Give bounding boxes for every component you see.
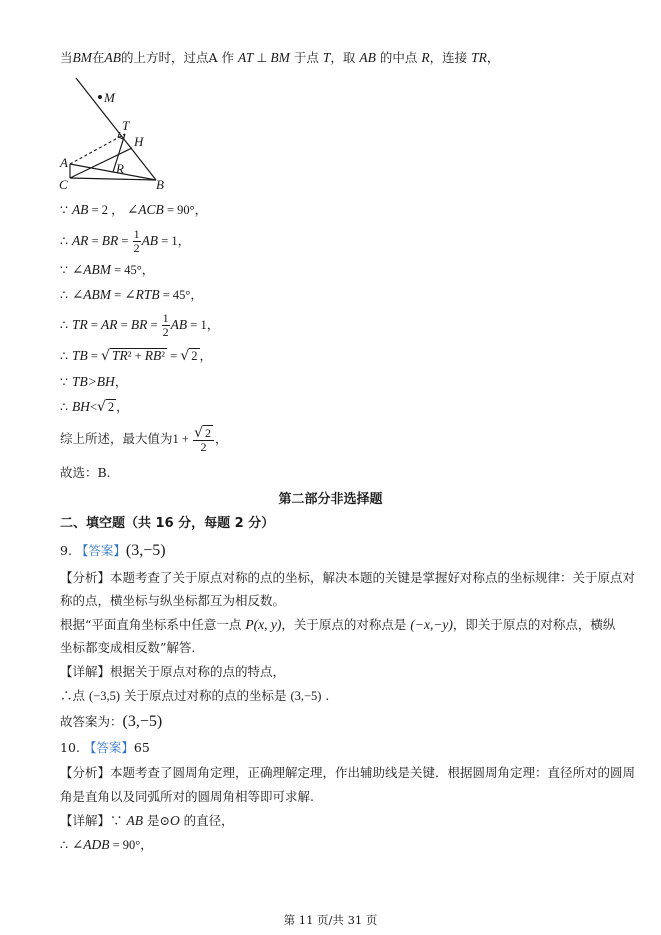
math: TR	[71, 317, 88, 332]
line-8	[60, 372, 601, 392]
math: =	[88, 234, 102, 248]
math: AB	[71, 202, 89, 217]
q9-basis-2: 坐标都变成相反数”解答.	[60, 640, 196, 655]
fraction-sqrt2-over-2	[193, 425, 214, 454]
therefore-symbol: ∴	[60, 348, 72, 363]
math: (−x,−y)	[410, 617, 453, 632]
therefore-symbol: ∴	[60, 399, 72, 414]
q10-answer-line	[60, 738, 601, 758]
page-footer: 第 11 页/共 31 页	[283, 913, 378, 927]
radicand: 2	[107, 400, 115, 414]
radicand	[110, 348, 167, 363]
math: = 45°，	[111, 263, 155, 277]
section-subtitle: 二、填空题（共 16 分，每题 2 分）	[60, 516, 275, 531]
answer-value: 65	[133, 740, 150, 755]
math: AT	[238, 50, 254, 65]
label-r: R	[116, 161, 124, 176]
text: 关于原点过对称的点的坐标是	[119, 688, 291, 703]
math: P(x, y)	[245, 617, 282, 632]
text: 故答案为：	[60, 714, 123, 729]
math: R	[421, 50, 430, 65]
math: =	[118, 234, 132, 248]
label-m: M	[104, 90, 115, 105]
math: BM	[72, 50, 93, 65]
math: ² +	[127, 349, 145, 363]
math: ∠ABM	[71, 287, 111, 302]
math: AR	[71, 233, 89, 248]
label-t: T	[122, 118, 130, 133]
therefore-symbol: ∴	[60, 233, 72, 248]
denominator: 2	[200, 440, 207, 454]
text: 的上方时，过点A 作	[121, 50, 239, 65]
line-1	[60, 48, 601, 68]
math: ∠ACB	[123, 202, 164, 217]
label-c: C	[59, 177, 68, 192]
sqrt-symbol: √	[101, 348, 110, 364]
math: =	[147, 318, 161, 332]
fraction-half	[133, 228, 141, 255]
text: ∴点	[60, 688, 89, 703]
answer-tag: 【答案】	[75, 543, 126, 558]
numerator	[193, 425, 214, 441]
q9-answer-line	[60, 541, 601, 561]
math: O	[169, 813, 180, 828]
line-11	[60, 463, 601, 483]
label-h: H	[134, 134, 144, 149]
text: ，关于原点的对称点是	[281, 617, 411, 632]
radicand: 2	[191, 349, 198, 363]
sqrt-symbol: √	[180, 348, 190, 364]
math: BM	[270, 50, 290, 65]
line-6	[60, 310, 601, 340]
answer-tag: 【答案】	[83, 740, 134, 755]
text: 综上所述，最大值为	[60, 431, 173, 446]
q9-analysis-2: 称的点，横坐标与纵坐标都互为相反数。	[60, 593, 286, 608]
therefore-symbol: ∴	[60, 317, 72, 332]
line-5	[60, 285, 601, 305]
math: T	[322, 50, 331, 65]
because-symbol: ∵	[60, 374, 72, 389]
q9-step	[60, 686, 601, 706]
text: ，取	[330, 50, 360, 65]
denominator: 2	[133, 241, 140, 255]
math: RB	[144, 348, 162, 363]
question-number: 10.	[60, 740, 84, 755]
math: AB	[141, 233, 159, 248]
point-m	[98, 95, 102, 99]
text: ，	[486, 50, 500, 65]
line-9	[60, 397, 601, 417]
math: (3,−5)	[290, 689, 322, 703]
text: 于点	[289, 50, 323, 65]
math: TB>BH	[71, 374, 115, 389]
line-cb	[70, 178, 156, 180]
math: BR	[101, 233, 119, 248]
math: = 2 ，	[88, 203, 124, 217]
line-3	[60, 226, 601, 256]
answer-value: (3,−5)	[122, 713, 163, 730]
text: ，	[199, 348, 213, 363]
text: 的直径，	[179, 813, 234, 828]
math: = 90°，	[163, 203, 208, 217]
math: =	[111, 288, 125, 302]
math: ∠RTB	[124, 287, 160, 302]
numerator: 1	[133, 227, 140, 241]
because-symbol: ∵	[60, 262, 72, 277]
denominator: 2	[162, 325, 169, 339]
math: AB	[126, 813, 143, 828]
math: = 45°，	[159, 288, 203, 302]
radicand: 2	[205, 426, 211, 440]
therefore-symbol: ∴	[60, 287, 72, 302]
math: TB	[71, 348, 88, 363]
q10-analysis-2: 角是直角以及同弧所对的圆周角相等即可求解.	[60, 789, 314, 804]
math: = 1，	[187, 318, 220, 332]
math: TR	[471, 50, 487, 65]
fraction-half	[162, 312, 170, 339]
geometry-figure	[56, 72, 176, 194]
text: 的中点	[375, 50, 422, 65]
math: = 1，	[158, 234, 191, 248]
math: AB	[170, 317, 188, 332]
question-number: 9.	[60, 543, 76, 558]
line-4	[60, 260, 601, 280]
math: AB	[359, 50, 376, 65]
text: ，即关于原点的对称点，横纵	[452, 617, 616, 632]
text: 当	[60, 50, 73, 65]
math: ²	[161, 349, 166, 363]
math: 1 +	[172, 432, 193, 446]
label-a: A	[60, 155, 68, 170]
q9-basis-1	[60, 615, 616, 635]
math: BH	[71, 399, 90, 414]
line-10	[60, 422, 601, 456]
math: TR	[111, 348, 128, 363]
math: AB	[104, 50, 122, 65]
text: ，	[215, 431, 228, 446]
sqrt-symbol: √	[97, 399, 106, 415]
numerator: 1	[162, 311, 169, 325]
q9-detail: 【详解】根据关于原点对称的点的特点，	[60, 664, 286, 679]
math: = 90°，	[109, 838, 153, 852]
text: ，连接	[429, 50, 472, 65]
text: 故选：B.	[60, 465, 111, 480]
text: ，	[114, 374, 128, 389]
math: <	[89, 400, 97, 414]
text: 在	[92, 50, 105, 65]
because-symbol: ∵	[60, 202, 72, 217]
math: BR	[130, 317, 148, 332]
q9-analysis-1: 【分析】本题考查了关于原点对称的点的坐标，解决本题的关键是掌握好对称点的坐标规律：关于原点对	[60, 570, 636, 585]
math: =	[87, 318, 102, 332]
q10-step	[60, 835, 601, 855]
q9-final	[60, 712, 601, 732]
text: 【详解】∵	[60, 813, 127, 828]
math: ∠ADB	[71, 837, 110, 852]
q10-analysis-1: 【分析】本题考查了圆周角定理，正确理解定理，作出辅助线是关键．根据圆周角定理：直径所对的圆周	[60, 765, 636, 780]
math: AR	[101, 317, 118, 332]
line-7	[60, 346, 601, 366]
text: ，	[116, 399, 129, 414]
text: 根据“平面直角坐标系中任意一点	[60, 617, 246, 632]
sqrt-symbol: √	[194, 425, 203, 441]
math: =	[87, 349, 102, 363]
line-2	[60, 200, 601, 220]
section-title: 第二部分非选择题	[278, 492, 383, 507]
q10-detail	[60, 811, 601, 831]
math: (−3,5)	[88, 689, 120, 703]
text: 是⊙	[142, 813, 170, 828]
math: =	[167, 349, 181, 363]
perp-symbol: ⊥	[253, 51, 271, 65]
label-b: B	[156, 177, 164, 192]
answer-value: (3,−5)	[125, 542, 166, 559]
therefore-symbol: ∴	[60, 837, 72, 852]
text: .	[321, 688, 330, 703]
math: =	[117, 318, 131, 332]
math: ∠ABM	[71, 262, 111, 277]
